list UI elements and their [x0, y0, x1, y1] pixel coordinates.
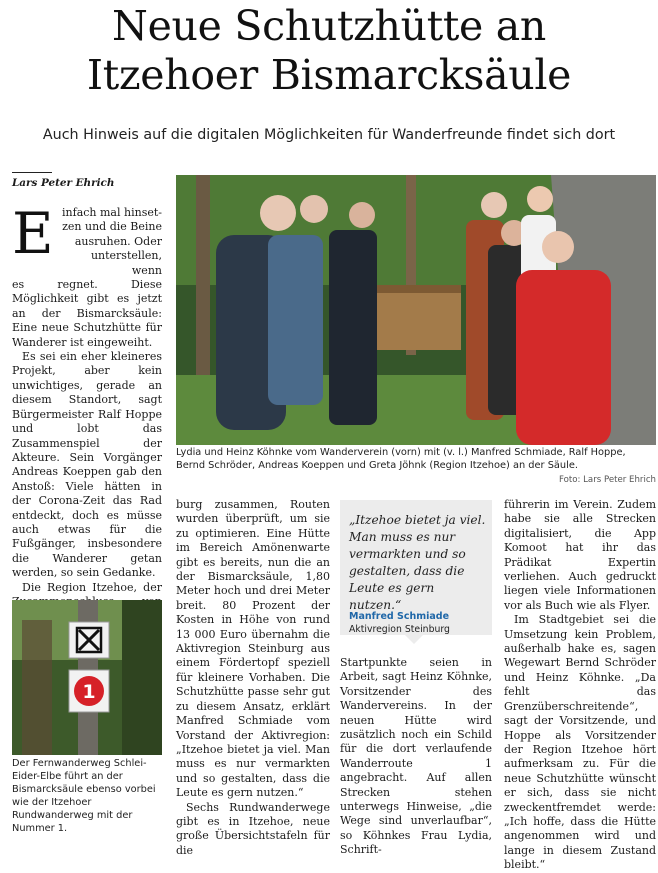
article-headline — [0, 2, 658, 100]
paragraph: Startpunkte seien in Arbeit, sagt Heinz Köhnke, Vorsitzender des Wandervereins. In der neuen Hütte wird zusätzlich noch ein Schild für die dort verlaufende Wanderroute 1 angebracht. Auf allen Strecken stehen unterwegs Hinweise, „die Wege sind unverlaufbar“, so Köhnkes Frau Lydia, Schrift- — [340, 656, 492, 857]
trail-sign-photo — [12, 600, 162, 755]
pull-quote: „Itzehoe bietet ja viel. Man muss es nur vermarkten und so gestalten, dass die Leute es gern nutzen.“ — [349, 513, 486, 612]
main-group-photo — [176, 175, 656, 445]
paragraph: es regnet. Diese Möglichkeit gibt es jetzt an der Bismarcksäule: Eine neue Schutzhütte für Wanderer ist eingeweiht. — [12, 278, 162, 349]
intro-line: infach mal hinset- — [62, 206, 162, 219]
paragraph: Sechs Rundwanderwege gibt es in Itzehoe, neue große Übersichtstafeln für die — [176, 800, 330, 857]
quote-author: Manfred Schmiade — [349, 611, 450, 622]
main-photo-caption — [176, 446, 656, 487]
column-3 — [340, 656, 492, 858]
column-1 — [12, 201, 162, 667]
column-4 — [504, 498, 656, 873]
trail-sign-illustration — [12, 600, 162, 755]
intro-line: zen und die Beine — [62, 220, 162, 234]
paragraph: Im Stadtgebiet sei die Umsetzung kein Problem, außerhalb hake es, sagen Wegewart Bernd Schröder und Heinz Köhnke. „Da fehlt das Grenzüberschreitende“, sagt der Vorsitzende, und Hoppe als Vorsitzender der Region Itzehoe hört aufmerksam zu. Für die neue Schutzhütte wünscht er sich, dass sie nicht zweckentfremdet werde: „Ich hoffe, dass die Hütte angenommen wird und lange in diesem Zustand bleibt.“ — [504, 613, 656, 872]
headline-line-2: Itzehoer Bismarcksäule — [86, 51, 572, 99]
intro-line: unterstellen, wenn — [90, 249, 162, 277]
paragraph: Die Region Itzehoe, der — [22, 580, 162, 594]
dropcap-letter: E — [12, 201, 54, 267]
group-photo-illustration — [176, 175, 656, 445]
photo-credit: Foto: Lars Peter Ehrich — [559, 475, 656, 485]
intro-line: ausruhen. Oder — [74, 234, 162, 248]
author-rule — [12, 172, 52, 173]
column-2 — [176, 498, 330, 858]
small-photo-caption: Der Fernwanderweg Schlei-Eider-Elbe führt an der Bismarcksäule ebenso vorbei wie der Itzehoer Rundwanderweg mit der Nummer 1. — [12, 758, 156, 834]
author-name: Lars Peter Ehrich — [12, 177, 115, 189]
article-subheadline: Auch Hinweis auf die digitalen Möglichkeiten für Wanderfreunde findet sich dort — [42, 127, 616, 143]
caption-text: Lydia und Heinz Köhnke vom Wanderverein (vorn) mit (v. l.) Manfred Schmiade, Ralf Hoppe, Bernd Schröder, Andreas Koeppen und Greta Jöhnk (Region Itzehoe) an der Säule. — [176, 447, 626, 471]
quote-box-pointer — [405, 635, 423, 644]
paragraph: burg zusammen, Routen wurden überprüft, um sie zu optimieren. Eine Hütte im Bereich Amönenwarte gibt es bereits, nun die an der Bismarcksäule, 1,80 Meter hoch und drei Meter breit. 80 Prozent der Kosten in Höhe von rund 13 000 Euro übernahm die Aktivregion Steinburg aus einem Fördertopf speziell für kleinere Vorhaben. Die Schutzhütte passe sehr gut zu diesem Ansatz, erklärt Manfred Schmiade vom Vorstand der Aktivregion: „Itzehoe bietet ja viel. Man muss es nur vermarkten und so gestalten, dass die Leute es gern nutzen.“ — [176, 498, 330, 800]
sign-number: 1 — [82, 681, 96, 703]
paragraph: führerin im Verein. Zudem habe sie alle Strecken digitalisiert, die App Komoot hat ihr das Prädikat Expertin verliehen. Auch gedruckt liegen viele Informationen vor als Buch wie als Flyer. — [504, 498, 656, 612]
paragraph: Es sei ein eher kleineres Projekt, aber kein unwichtiges, gerade an diesem Standort, sagt Bürgermeister Ralf Hoppe und lobt das Zusammenspiel der Akteure. Sein Vorgänger Andreas Koeppen gab den Anstoß: Viele hätten in der Corona-Zeit das Rad entdeckt, doch es müsse auch etwas für die Fußgänger, insbesondere die Wanderer getan werden, so sein Gedanke. — [12, 350, 162, 580]
quote-organization: Aktivregion Steinburg — [349, 624, 450, 635]
headline-line-1: Neue Schutzhütte an — [112, 2, 546, 50]
